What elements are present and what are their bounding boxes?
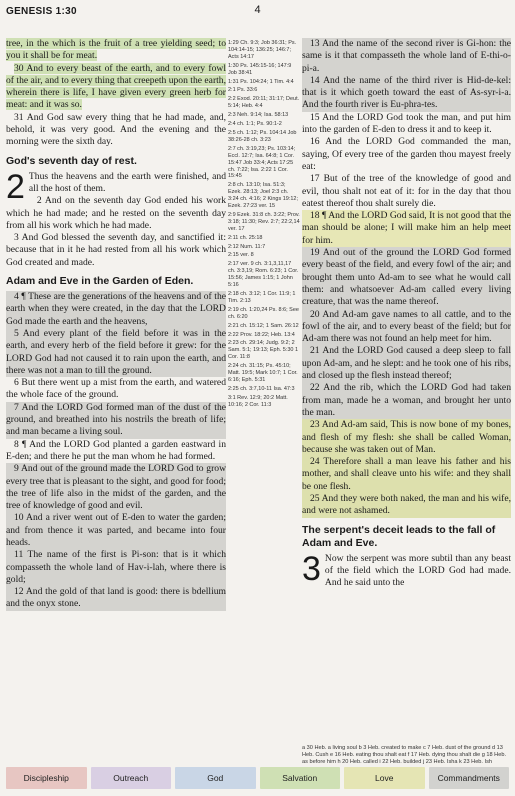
verse-1-29-end: tree, in the which is the fruit of a tree yielding seed; to you it shall be for meat. <box>6 38 226 62</box>
cross-reference: 2:18 ch. 3:12; 1 Cor. 11:9; 1 Tim. 2:13 <box>228 291 296 304</box>
verse-2-16: 16 And the LORD God commanded the man, saying, Of every tree of the garden thou mayest freely eat: <box>302 136 511 172</box>
verse-2-14: 14 And the name of the third river is Hid-de-kel: that is it which goeth toward the east of As-syr-i-a. And the fourth river is Eu-phra-tes. <box>302 74 511 111</box>
section-heading-seventh-day: God's seventh day of rest. <box>6 154 137 167</box>
verse-3-1: 3 Now the serpent was more subtil than any beast of the field which the LORD God had made. And he said unto the <box>302 549 511 589</box>
verse-2-6: 6 But there went up a mist from the earth, and watered the whole face of the ground. <box>6 377 226 401</box>
verse-2-12: 12 And the gold of that land is good: there is bdellium and the onyx stone. <box>6 586 226 610</box>
verse-2-9: 9 And out of the ground made the LORD God to grow every tree that is pleasant to the sight, and good for food; the tree of life also in the midst of the garden, and the tree of knowledge of good and evil. <box>6 463 226 512</box>
cross-reference: 2:12 Num. 11:7 <box>228 243 266 250</box>
cross-reference: 1:29 Ch. 9:3; Job 36:31; Ps. 104:14-15; 136:25; 146:7; Acts 14:17 <box>228 40 297 60</box>
cross-reference: 2:1 Ps. 33:6 <box>228 87 258 94</box>
cross-reference: 2:9 Ezek. 31:8 ch. 3:22; Prov. 3:18; 11:30; Rev. 2:7; 22:2,14 ver. 17 <box>228 211 300 232</box>
verse-2-2: 2 And on the seventh day God ended his work which he had made; and he rested on the seventh day from all his work which he had made. <box>6 195 226 231</box>
verse-2-17: 17 But of the tree of the knowledge of good and evil, thou shalt not eat of it: for in the day that thou eatest thereof thou shalt surely die. <box>302 173 511 209</box>
book-reference: GENESIS 1:30 <box>6 6 77 17</box>
cross-reference: 2:17 ver. 9 ch. 3:1,3,11,17 ch. 3:3,19; Rom. 6:23; 1 Cor. 15:56; James 1:15; 1 John 5:16 <box>228 261 299 289</box>
section-heading-garden-of-eden: Adam and Eve in the Garden of Eden. <box>6 275 194 288</box>
tab-discipleship[interactable]: Discipleship <box>6 767 87 789</box>
verse-2-19: 19 And out of the ground the LORD God formed every beast of the field, and every fowl of the air; and brought them unto Ad-am to see what he would call them: and whatsoever Ad-am called every living creature, that was the name thereof. <box>302 247 511 308</box>
verse-2-3: 3 And God blessed the seventh day, and sanctified it: because that in it he had rested from all his work which God created and made. <box>6 232 226 268</box>
verse-2-21: 21 And the LORD God caused a deep sleep to fall upon Ad-am, and he slept: and he took one of his ribs, and closed up the flesh instead thereof; <box>302 345 511 382</box>
verse-2-15: 15 And the LORD God took the man, and put him into the garden of E-den to dress it and to keep it. <box>302 111 511 136</box>
right-column <box>302 38 511 589</box>
verse-2-23: 23 And Ad-am said, This is now bone of my bones, and flesh of my flesh: she shall be called Woman, because she was taken out of Man. <box>302 419 511 455</box>
cross-reference: 2:3 Neh. 9:14; Isa. 58:13 <box>228 112 289 119</box>
footnotes: a 30 Heb. a living soul b 3 Heb. created to make c 7 Heb. dust of the ground d 13 Heb. Cush e 16 Heb. eating thou shalt eat f 17 Heb. dying thou shalt die g 18 Heb. as before him h 20 Heb. called i 22 Heb. builded j 23 Heb. Isha k 23 Heb. Ish <box>302 745 506 766</box>
verse-2-10: 10 And a river went out of E-den to water the garden; and from thence it was parted, and became into four heads. <box>6 512 226 548</box>
cross-reference: 1:31 Ps. 104:24; 1 Tim. 4:4 <box>228 78 294 85</box>
left-column <box>6 38 226 611</box>
verse-2-4: 4 ¶ These are the generations of the heavens and of the earth when they were created, in the day that the LORD God made the earth and the heavens, <box>6 291 226 327</box>
verse-1-30: 30 And to every beast of the earth, and to every fowl of the air, and to every thing that creepeth upon the earth, wherein there is life, I have given every green herb for meat: and it was so. <box>6 62 226 111</box>
cross-reference: 2:23 ch. 29:14; Judg. 9:2; 2 Sam. 5:1; 19:13; Eph. 5:30 1 Cor. 11:8 <box>228 340 299 361</box>
verse-2-18: 18 ¶ And the LORD God said, It is not good that the man should be alone; I will make him an help meet for him. <box>302 210 511 246</box>
cross-reference: 2:22 Prov. 18:22; Heb. 13:4 <box>228 331 295 338</box>
tab-god[interactable]: God <box>175 767 256 789</box>
verse-2-24: 24 Therefore shall a man leave his father and his mother, and shall cleave unto his wife: and they shall be one flesh. <box>302 456 511 492</box>
cross-reference-column <box>228 40 300 411</box>
verse-1-31: 31 And God saw every thing that he had made, and, behold, it was very good. And the evening and the morning were the sixth day. <box>6 111 226 148</box>
verse-2-22: 22 And the rib, which the LORD God had taken from man, made he a woman, and brought her unto the man. <box>302 382 511 418</box>
cross-reference: 3:1 Rev. 12:9; 20:2 Matt. 10:16; 2 Cor. 11:3 <box>228 394 288 408</box>
topic-tabs <box>6 767 509 789</box>
section-heading-serpent: The serpent's deceit leads to the fall of Adam and Eve. <box>302 523 496 549</box>
verse-2-25: 25 And they were both naked, the man and his wife, and were not ashamed. <box>302 492 511 517</box>
verse-2-8: 8 ¶ And the LORD God planted a garden eastward in E-den; and there he put the man whom he had formed. <box>6 438 226 462</box>
cross-reference: 2:2 Exod. 20:11; 31:17; Deut. 5:14; Heb. 4:4 <box>228 96 300 110</box>
chapter-3-dropcap: 3 <box>302 549 321 588</box>
cross-reference: 2:15 ver. 8 <box>228 252 254 259</box>
page-header <box>6 2 509 24</box>
tab-outreach[interactable]: Outreach <box>91 767 172 789</box>
cross-reference: 2:7 ch. 3:19,23; Ps. 103:14; Eccl. 12:7; Isa. 64:8; 1 Cor. 15:47 Job 33:4; Acts 17:25 ch. 7:22; Isa. 2:22 1 Cor. 15:45 <box>228 145 296 180</box>
page-number: 4 <box>254 4 261 16</box>
cross-reference: 2:24 ch. 31:15; Ps. 45:10; Matt. 19:5; Mark 10:7; 1 Cor. 6:16; Eph. 5:31 <box>228 363 298 383</box>
verse-2-20: 20 And Ad-am gave names to all cattle, and to the fowl of the air, and to every beast of the field; but for Ad-am there was not found an help meet for him. <box>302 308 511 345</box>
cross-reference: 2:19 ch. 1:20,24 Ps. 8:6; See ch. 6:20 <box>228 306 299 320</box>
cross-reference: 2:21 ch. 15:12; 1 Sam. 26:12 <box>228 322 299 329</box>
verse-2-13: 13 And the name of the second river is Gi-hon: the same is it that compasseth the whole land of E-thi-o-pi-a. <box>302 38 511 74</box>
verse-2-7: 7 And the LORD God formed man of the dust of the ground, and breathed into his nostrils the breath of life; and man became a living soul. <box>6 401 226 438</box>
cross-reference: 2:5 ch. 1:12; Ps. 104:14 Job 38:26-28 ch. 3:23 <box>228 129 297 143</box>
cross-reference: 1:30 Ps. 145:15-16; 147:9 Job 38:41 <box>228 62 292 76</box>
tab-commandments[interactable]: Commandments <box>429 767 510 789</box>
tab-salvation[interactable]: Salvation <box>260 767 341 789</box>
cross-reference: 2:8 ch. 13:10; Isa. 51:3; Ezek. 28:13; Joel 2:3 ch. 3:24 ch. 4:16; 2 Kings 19:12; Ezek. 27:23 ver. 15 <box>228 182 299 210</box>
verse-2-5: 5 And every plant of the field before it was in the earth, and every herb of the field before it grew: for the LORD God had not caused it to rain upon the earth, and there was not a man to till the ground. <box>6 327 226 376</box>
tab-love[interactable]: Love <box>344 767 425 789</box>
cross-reference: 2:4 ch. 1:1; Ps. 90:1-2 <box>228 121 282 128</box>
verse-2-11: 11 The name of the first is Pi-son: that is it which compasseth the whole land of Hav-i-lah, where there is gold; <box>6 549 226 585</box>
cross-reference: 2:25 ch. 3:7,10-11 Isa. 47:3 <box>228 385 295 392</box>
chapter-2-dropcap: 2 <box>6 167 25 206</box>
verse-2-1: 2 Thus the heavens and the earth were finished, and all the host of them. <box>6 167 226 206</box>
cross-reference: 2:11 ch. 25:18 <box>228 234 263 241</box>
